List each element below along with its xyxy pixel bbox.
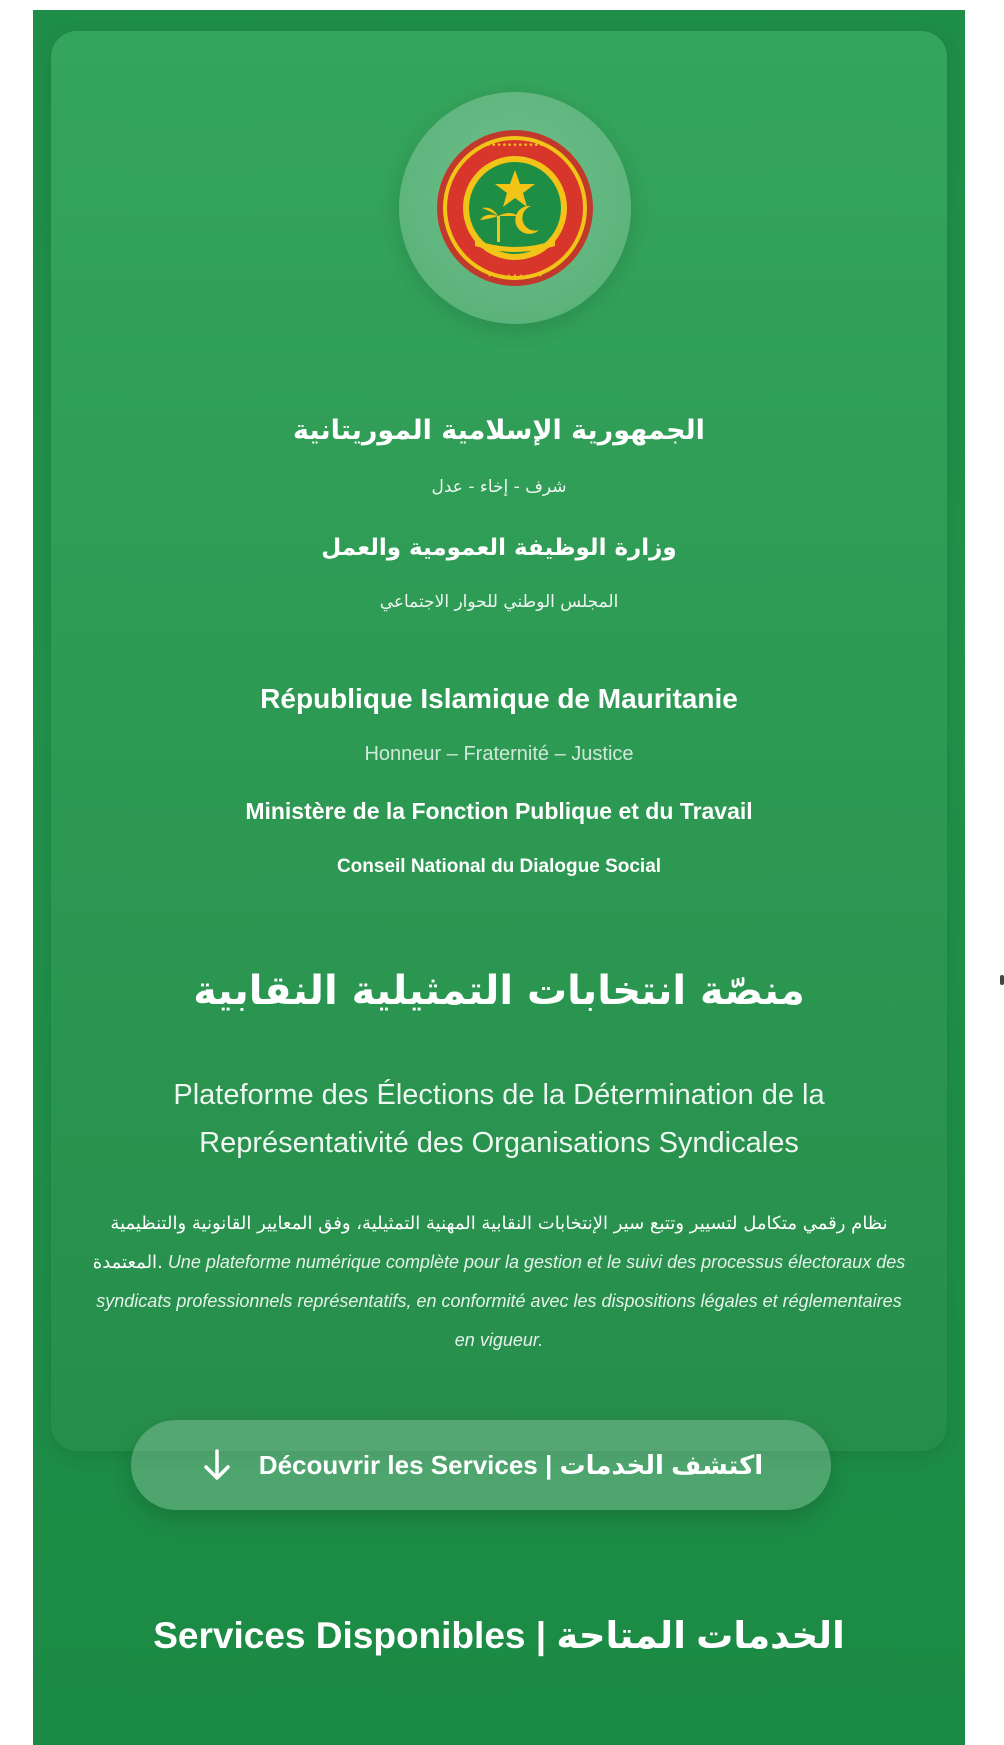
ministry-name-ar: وزارة الوظيفة العمومية والعمل bbox=[321, 535, 677, 561]
arrow-down-icon bbox=[199, 1447, 235, 1483]
country-name-ar: الجمهورية الإسلامية الموريتانية bbox=[293, 415, 705, 446]
services-heading: Services Disponibles | الخدمات المتاحة bbox=[153, 1615, 845, 1656]
scroll-indicator bbox=[1000, 975, 1004, 985]
svg-text:•••••••••••: ••••••••••• bbox=[485, 141, 545, 151]
platform-description bbox=[91, 1204, 907, 1360]
national-seal-icon bbox=[435, 128, 595, 288]
hero-card bbox=[51, 31, 947, 1451]
motto-fr: Honneur – Fraternité – Justice bbox=[364, 743, 634, 765]
platform-title-fr: Plateforme des Élections de la Détermination de la Représentativité des Organisations Syndicales bbox=[173, 1079, 825, 1159]
page-background bbox=[33, 10, 965, 1745]
council-name-ar: المجلس الوطني للحوار الاجتماعي bbox=[379, 592, 619, 612]
country-name-fr: République Islamique de Mauritanie bbox=[260, 683, 738, 714]
ministry-name-fr: Ministère de la Fonction Publique et du Travail bbox=[245, 798, 753, 824]
discover-services-label: Découvrir les Services | اكتشف الخدمات bbox=[258, 1449, 764, 1480]
seal-container bbox=[399, 92, 631, 324]
motto-ar: شرف - إخاء - عدل bbox=[431, 477, 567, 497]
platform-title-ar: منصّة انتخابات التمثيلية النقابية bbox=[193, 968, 805, 1014]
platform-description-ar: نظام رقمي متكامل لتسيير وتتبع سير الإنتخابات النقابية المهنية التمثيلية، وفق المعايير القانونية والتنظيمية المعتمدة. bbox=[92, 1213, 888, 1273]
council-name-fr: Conseil National du Dialogue Social bbox=[336, 856, 662, 877]
discover-services-button[interactable] bbox=[131, 1420, 831, 1510]
svg-text:• • • • • • • • •: • • • • • • • • • bbox=[487, 272, 543, 280]
platform-description-fr: Une plateforme numérique complète pour la gestion et le suivi des processus électoraux des syndicats professionnels représentatifs, en conformité avec les dispositions légales et réglementaires en vigueur. bbox=[96, 1252, 906, 1350]
